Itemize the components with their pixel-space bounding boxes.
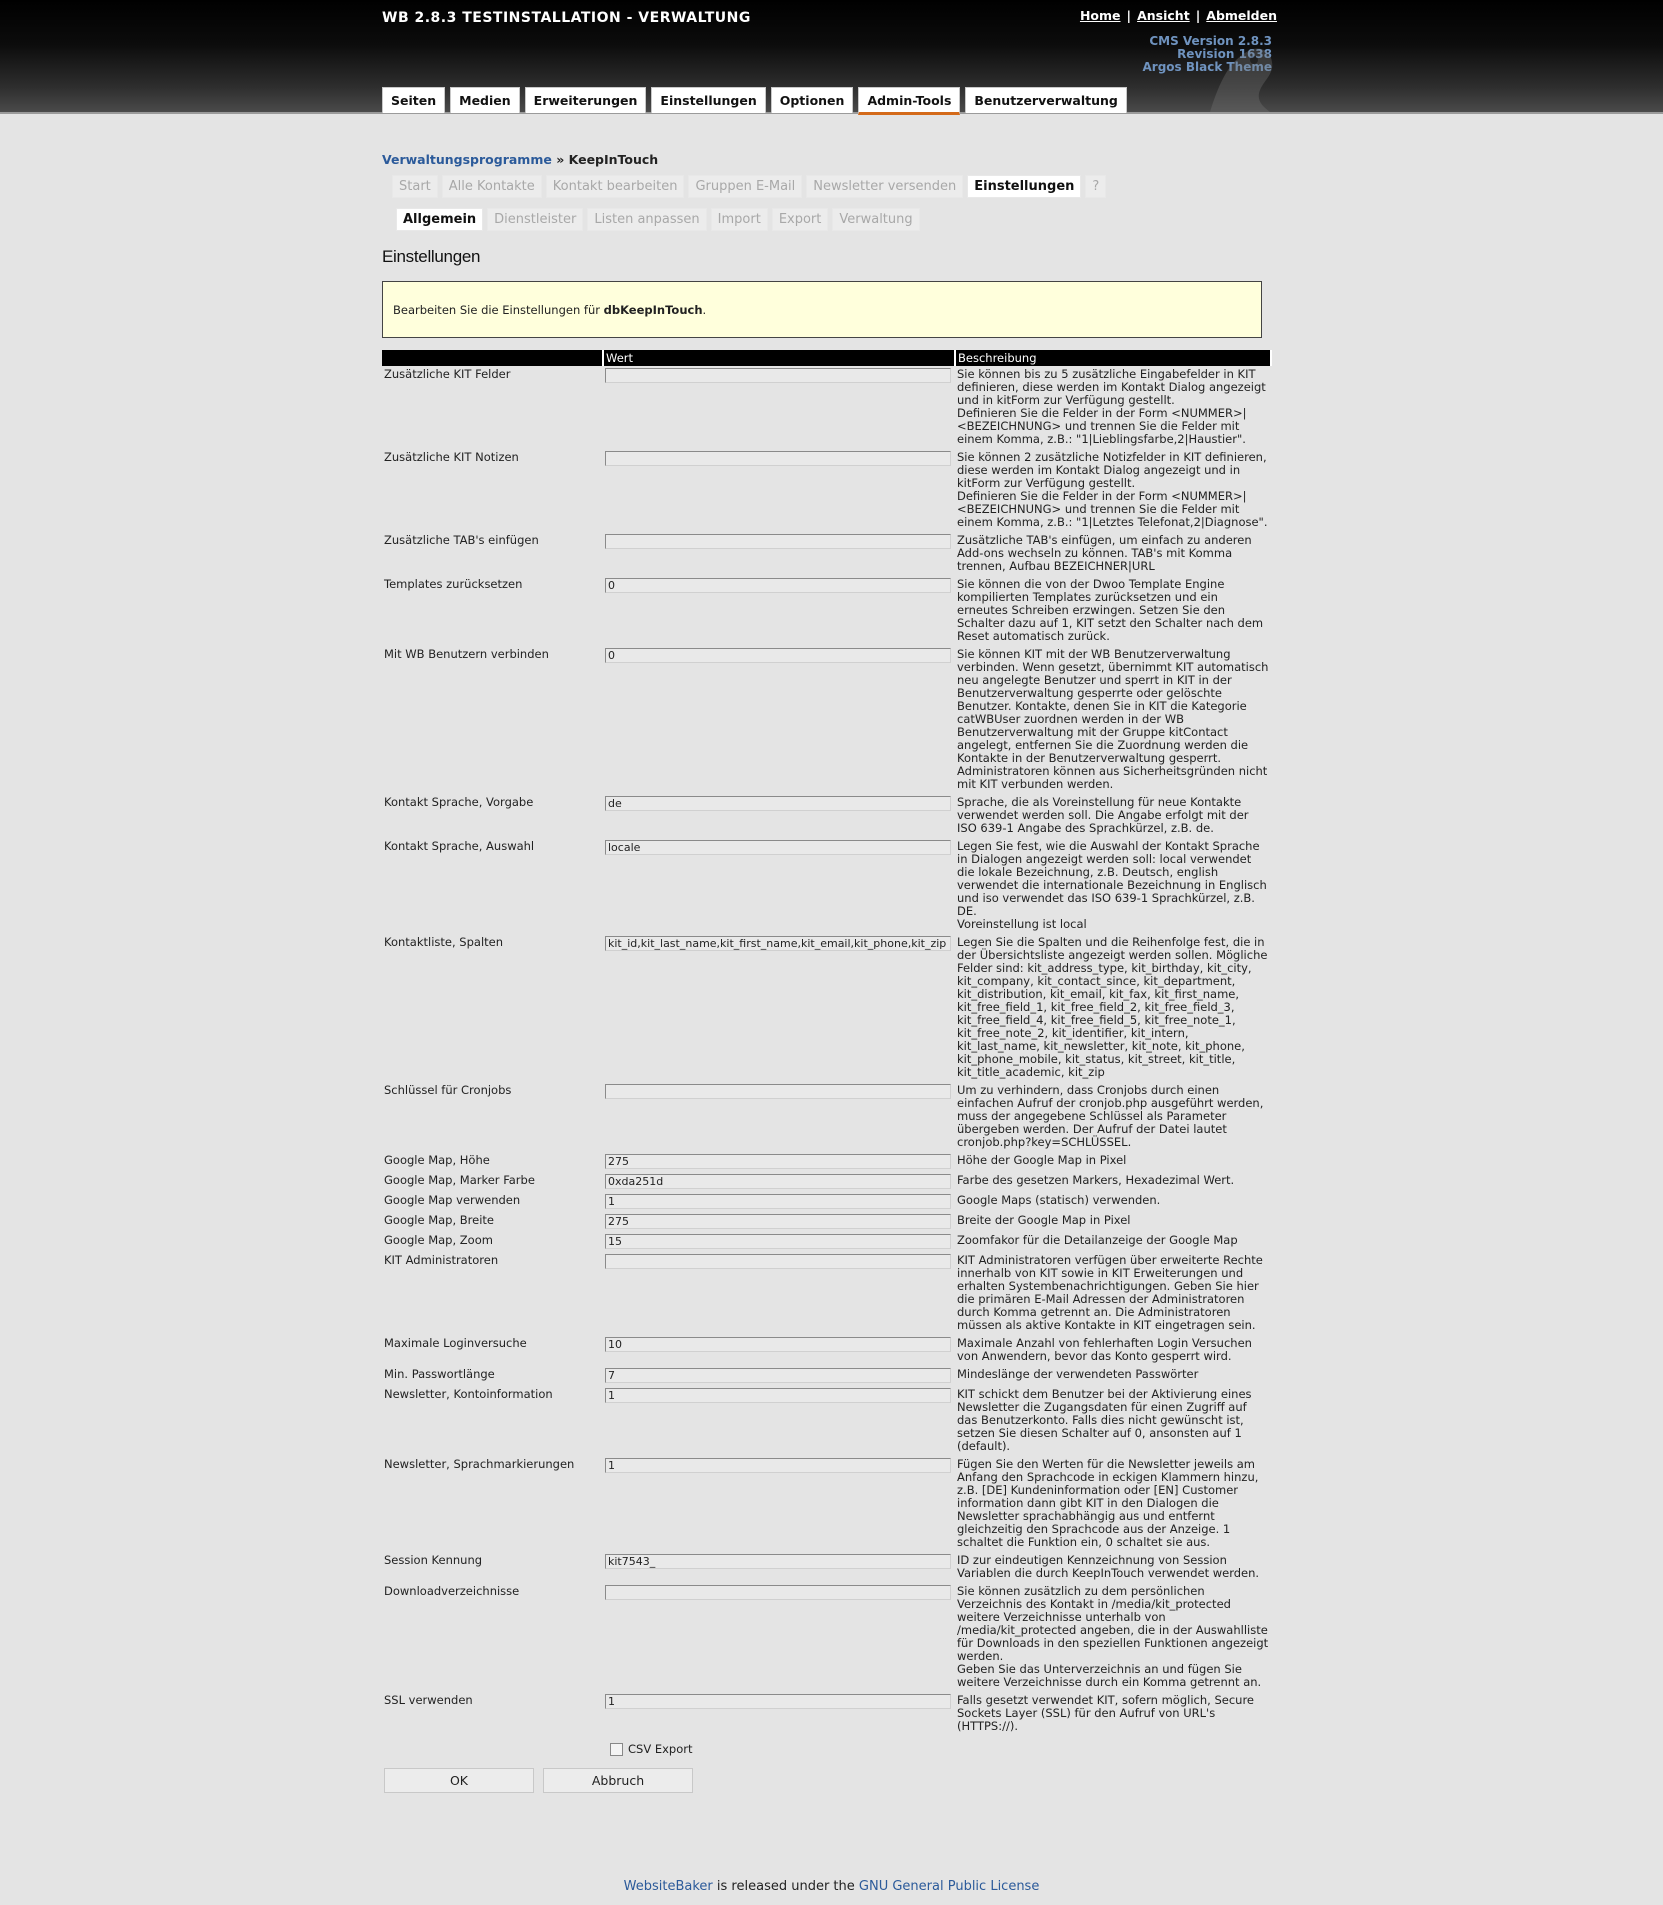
- setting-label: Schlüssel für Cronjobs: [384, 1083, 512, 1097]
- setting-label: Kontakt Sprache, Auswahl: [384, 839, 535, 853]
- settings-table: [382, 350, 1272, 1736]
- setting-value-input[interactable]: [605, 451, 951, 466]
- tab-kit-einstellungen[interactable]: Einstellungen: [967, 175, 1081, 198]
- tab-erweiterungen[interactable]: Erweiterungen: [525, 87, 647, 113]
- setting-description: Zoomfakor für die Detailanzeige der Google Map: [957, 1233, 1238, 1247]
- csv-export-option[interactable]: [610, 1742, 1272, 1756]
- app-title: WB 2.8.3 TESTINSTALLATION - VERWALTUNG: [382, 10, 751, 26]
- setting-description: Zusätzliche TAB's einfügen, um einfach zu anderen Add-ons wechseln zu können. TAB's mit Komma trennen, Aufbau BEZEICHNER|URL: [957, 533, 1252, 573]
- top-links: Home | Ansicht | Abmelden: [1079, 8, 1277, 23]
- home-link[interactable]: Home: [1079, 8, 1121, 23]
- settings-rows: [382, 366, 1271, 1736]
- breadcrumb-current: KeepInTouch: [568, 152, 659, 167]
- setting-description: ID zur eindeutigen Kennzeichnung von Session Variablen die durch KeepInTouch verwendet werden.: [957, 1553, 1260, 1580]
- setting-label: Kontakt Sprache, Vorgabe: [384, 795, 534, 809]
- setting-label: Google Map, Breite: [384, 1213, 495, 1227]
- subtab-listen-anpassen[interactable]: Listen anpassen: [587, 208, 706, 231]
- setting-value-input[interactable]: [605, 1084, 951, 1099]
- breadcrumb-parent[interactable]: Verwaltungsprogramme: [382, 152, 552, 167]
- setting-row: [382, 1192, 1271, 1212]
- setting-value-cell: [603, 794, 955, 838]
- setting-value-cell: [603, 1082, 955, 1152]
- setting-label: Downloadverzeichnisse: [384, 1584, 520, 1598]
- setting-value-cell: [603, 1172, 955, 1192]
- setting-value-cell: [603, 646, 955, 794]
- setting-value-input[interactable]: 275: [605, 1214, 951, 1229]
- tab-seiten[interactable]: Seiten: [382, 87, 445, 113]
- setting-description: Sie können bis zu 5 zusätzliche Eingabefelder in KIT definieren, diese werden im Kontakt Dialog angezeigt und in kitForm zur Verfügung gestellt. Definieren Sie die Felder in der Form <NUMMER>|<BEZEICHNUNG> und trennen Sie die Felder mit einem Komma, z.B.: "1|Lieblingsfarbe,2|Haustier".: [957, 367, 1266, 446]
- setting-description: Breite der Google Map in Pixel: [957, 1213, 1131, 1227]
- setting-value-input[interactable]: 7: [605, 1368, 951, 1383]
- tab-gruppen-email[interactable]: Gruppen E-Mail: [688, 175, 802, 198]
- setting-description: Sie können KIT mit der WB Benutzerverwaltung verbinden. Wenn gesetzt, übernimmt KIT automatisch neu angelegte Benutzer und sperrt in KIT in der Benutzerverwaltung gesperrte oder gelöschte Benutzer. Kontakte, denen Sie in KIT die Kategorie catWBUser zuordnen werden in der WB Benutzerverwaltung mit der Gruppe kitContact angelegt, entfernen Sie die Zuordnung werden die Kontakte in der Benutzerverwaltung gesperrt. Administratoren können aus Sicherheitsgründen nicht mit KIT verbunden werden.: [957, 647, 1269, 791]
- setting-row: [382, 1456, 1271, 1552]
- setting-description: Falls gesetzt verwendet KIT, sofern möglich, Secure Sockets Layer (SSL) für den Aufruf von URL's (HTTPS://).: [957, 1693, 1254, 1733]
- setting-label: Zusätzliche KIT Notizen: [384, 450, 519, 464]
- setting-value-input[interactable]: de: [605, 796, 951, 811]
- setting-value-input[interactable]: [605, 368, 951, 383]
- setting-value-input[interactable]: kit7543_: [605, 1554, 951, 1569]
- tab-einstellungen[interactable]: Einstellungen: [651, 87, 765, 113]
- setting-row: [382, 449, 1271, 532]
- setting-description: Sie können zusätzlich zu dem persönlichen Verzeichnis des Kontakt in /media/kit_protected weitere Verzeichnisse unterhalb von /media/kit_protected angeben, die in der Auswahlliste für Downloads in den speziellen Funktionen angezeigt werden. Geben Sie das Unterverzeichnis an und fügen Sie weitere Verzeichnisse durch ein Komma getrennt an.: [957, 1584, 1269, 1689]
- setting-label: Google Map verwenden: [384, 1193, 521, 1207]
- setting-value-cell: [603, 838, 955, 934]
- form-buttons: [384, 1768, 1272, 1793]
- column-header-description: Beschreibung: [955, 350, 1271, 366]
- setting-value-input[interactable]: 15: [605, 1234, 951, 1249]
- setting-value-input[interactable]: locale: [605, 840, 951, 855]
- settings-sub-tabs: [396, 208, 1272, 231]
- setting-value-cell: [603, 934, 955, 1082]
- tab-optionen[interactable]: Optionen: [771, 87, 854, 113]
- tab-newsletter-versenden[interactable]: Newsletter versenden: [806, 175, 963, 198]
- subtab-verwaltung[interactable]: Verwaltung: [832, 208, 919, 231]
- setting-row: [382, 1152, 1271, 1172]
- setting-row: [382, 646, 1271, 794]
- setting-label: SSL verwenden: [384, 1693, 473, 1707]
- tab-alle-kontakte[interactable]: Alle Kontakte: [442, 175, 542, 198]
- setting-value-cell: [603, 1252, 955, 1335]
- intro-box: [382, 281, 1262, 338]
- setting-description: Sprache, die als Voreinstellung für neue Kontakte verwendet werden soll. Die Angabe erfolgt mit der ISO 639-1 Angabe des Sprachkürzel, z.B. de.: [957, 795, 1249, 835]
- setting-row: [382, 1252, 1271, 1335]
- setting-value-cell: [603, 1583, 955, 1692]
- setting-row: [382, 1212, 1271, 1232]
- setting-label: Kontaktliste, Spalten: [384, 935, 504, 949]
- setting-value-input[interactable]: [605, 1585, 951, 1600]
- main-tabs: [382, 87, 1127, 115]
- setting-label: Maximale Loginversuche: [384, 1336, 527, 1350]
- setting-label: Templates zurücksetzen: [384, 577, 523, 591]
- setting-row: [382, 838, 1271, 934]
- setting-value-input[interactable]: [605, 1254, 951, 1269]
- tab-benutzerverwaltung[interactable]: Benutzerverwaltung: [965, 87, 1126, 113]
- cms-version: CMS Version 2.8.3: [1149, 34, 1272, 48]
- tab-help[interactable]: ?: [1085, 175, 1106, 198]
- setting-value-cell: [603, 576, 955, 646]
- setting-value-cell: [603, 449, 955, 532]
- setting-value-cell: [603, 1212, 955, 1232]
- setting-value-input[interactable]: 1: [605, 1194, 951, 1209]
- setting-value-input[interactable]: 275: [605, 1154, 951, 1169]
- setting-label: Zusätzliche TAB's einfügen: [384, 533, 539, 547]
- setting-label: Min. Passwortlänge: [384, 1367, 495, 1381]
- setting-row: [382, 1366, 1271, 1386]
- setting-description: Google Maps (statisch) verwenden.: [957, 1193, 1161, 1207]
- tab-kontakt-bearbeiten[interactable]: Kontakt bearbeiten: [546, 175, 685, 198]
- setting-description: Sie können 2 zusätzliche Notizfelder in KIT definieren, diese werden im Kontakt Dialog angezeigt und in kitForm zur Verfügung gestellt. Definieren Sie die Felder in der Form <NUMMER>|<BEZEICHNUNG> und trennen Sie die Felder mit einem Komma, z.B.: "1|Letztes Telefonat,2|Diagnose".: [957, 450, 1268, 529]
- main-content: [382, 152, 1272, 1793]
- setting-value-cell: [603, 1386, 955, 1456]
- cancel-button[interactable]: Abbruch: [543, 1768, 693, 1793]
- breadcrumb-separator: »: [551, 152, 569, 167]
- kit-nav-tabs: [392, 175, 1272, 198]
- setting-value-cell: [603, 1232, 955, 1252]
- setting-description: Legen Sie die Spalten und die Reihenfolge fest, die in der Übersichtsliste angezeigt werden sollen. Mögliche Felder sind: kit_address_type, kit_birthday, kit_city, kit_company, kit_contact_since, kit_department, kit_distribution, kit_email, kit_fax, kit_first_name, kit_free_field_1, kit_free_field_2, kit_free_field_3, kit_free_field_4, kit_free_field_5, kit_free_note_1, kit_free_note_2, kit_identifier, kit_intern, kit_last_name, kit_newsletter, kit_note, kit_phone, kit_phone_mobile, kit_status, kit_street, kit_title, kit_title_academic, kit_zip: [957, 935, 1268, 1079]
- setting-row: [382, 532, 1271, 576]
- subtab-export[interactable]: Export: [772, 208, 829, 231]
- setting-label: Google Map, Zoom: [384, 1233, 493, 1247]
- setting-row: [382, 1386, 1271, 1456]
- setting-row: [382, 1082, 1271, 1152]
- setting-row: [382, 1583, 1271, 1692]
- setting-value-input[interactable]: 1: [605, 1458, 951, 1473]
- setting-row: [382, 794, 1271, 838]
- setting-row: [382, 576, 1271, 646]
- setting-description: KIT schickt dem Benutzer bei der Aktivierung eines Newsletter die Zugangsdaten für einen Zugriff auf das Benutzerkonto. Falls dies nicht gewünscht ist, setzen Sie diesen Schalter auf 0, ansonsten auf 1 (default).: [957, 1387, 1252, 1453]
- setting-label: Google Map, Höhe: [384, 1153, 490, 1167]
- revision: Revision 1638: [1177, 47, 1272, 61]
- setting-description: Farbe des gesetzen Markers, Hexadezimal Wert.: [957, 1173, 1235, 1187]
- setting-row: [382, 1335, 1271, 1366]
- setting-description: Fügen Sie den Werten für die Newsletter jeweils am Anfang den Sprachcode in eckigen Klammern hinzu, z.B. [DE] Kundeninformation oder [EN] Customer information dann gibt KIT in den Dialogen die Newsletter sprachabhängig aus und entfernt gleichzeitig den Sprachcode aus der Anzeige. 1 schaltet die Funktion ein, 0 schaltet sie aus.: [957, 1457, 1259, 1549]
- setting-value-cell: [603, 1456, 955, 1552]
- setting-description: Um zu verhindern, dass Cronjobs durch einen einfachen Aufruf der cronjob.php ausgeführt werden, muss der angegebene Schlüssel als Parameter übergeben werden. Der Aufruf der Datei lautet cronjob.php?key=SCHLÜSSEL.: [957, 1083, 1264, 1149]
- setting-value-input[interactable]: 10: [605, 1337, 951, 1352]
- view-link[interactable]: Ansicht: [1137, 8, 1190, 23]
- setting-label: Newsletter, Sprachmarkierungen: [384, 1457, 575, 1471]
- setting-value-input[interactable]: 0: [605, 578, 951, 593]
- setting-value-cell: [603, 1366, 955, 1386]
- setting-row: [382, 1552, 1271, 1583]
- setting-value-input[interactable]: [605, 534, 951, 549]
- setting-value-cell: [603, 1192, 955, 1212]
- subtab-dienstleister[interactable]: Dienstleister: [487, 208, 583, 231]
- setting-label: KIT Administratoren: [384, 1253, 499, 1267]
- setting-label: Zusätzliche KIT Felder: [384, 367, 511, 381]
- subtab-allgemein[interactable]: Allgemein: [396, 208, 483, 231]
- setting-row: [382, 1692, 1271, 1736]
- setting-description: KIT Administratoren verfügen über erweiterte Rechte innerhalb von KIT sowie in KIT Erweiterungen und erhalten Systembenachrichtigungen. Geben Sie hier die primären E-Mail Adressen der Administratoren durch Komma getrennt an. Die Administratoren müssen als aktive Kontakte in KIT eingetragen sein.: [957, 1253, 1263, 1332]
- setting-row: [382, 1172, 1271, 1192]
- setting-value-cell: [603, 1552, 955, 1583]
- csv-export-checkbox[interactable]: [610, 1743, 623, 1756]
- tab-admin-tools[interactable]: Admin-Tools: [858, 87, 960, 115]
- intro-text: Bearbeiten Sie die Einstellungen für dbKeepInTouch.: [393, 302, 707, 317]
- setting-value-input[interactable]: 0xda251d: [605, 1174, 951, 1189]
- setting-value-input[interactable]: kit_id,kit_last_name,kit_first_name,kit_email,kit_phone,kit_zip: [605, 936, 951, 951]
- setting-row: [382, 934, 1271, 1082]
- setting-description: Legen Sie fest, wie die Auswahl der Kontakt Sprache in Dialogen angezeigt werden soll: local verwendet die lokale Bezeichnung, z.B. Deutsch, english verwendet die internationale Bezeichnung in Englisch und iso verwendet das ISO 639-1 Sprachkürzel, z.B. DE. Voreinstellung ist local: [957, 839, 1267, 931]
- theme-logo-icon: [1200, 40, 1280, 112]
- column-header-name: [382, 350, 603, 366]
- setting-label: Google Map, Marker Farbe: [384, 1173, 535, 1187]
- column-header-value: Wert: [603, 350, 955, 366]
- tab-medien[interactable]: Medien: [450, 87, 520, 113]
- setting-value-cell: [603, 1152, 955, 1172]
- logout-link[interactable]: Abmelden: [1206, 8, 1277, 23]
- setting-row: [382, 366, 1271, 449]
- page-title: Einstellungen: [382, 247, 481, 266]
- footer: [0, 1879, 1663, 1894]
- setting-value-input[interactable]: 1: [605, 1388, 951, 1403]
- header: [0, 0, 1663, 114]
- setting-value-cell: [603, 1692, 955, 1736]
- tab-start[interactable]: Start: [392, 175, 438, 198]
- setting-value-input[interactable]: 0: [605, 648, 951, 663]
- setting-description: Mindeslänge der verwendeten Passwörter: [957, 1367, 1199, 1381]
- gpl-link[interactable]: GNU General Public License: [858, 1879, 1040, 1894]
- setting-label: Mit WB Benutzern verbinden: [384, 647, 549, 661]
- websitebaker-link[interactable]: WebsiteBaker: [623, 1879, 713, 1894]
- setting-description: Maximale Anzahl von fehlerhaften Login Versuchen von Anwendern, bevor das Konto gesperrt wird.: [957, 1336, 1252, 1363]
- subtab-import[interactable]: Import: [711, 208, 768, 231]
- setting-value-cell: [603, 1335, 955, 1366]
- setting-description: Sie können die von der Dwoo Template Engine kompilierten Templates zurücksetzen und ein erneutes Schreiben erzwingen. Setzen Sie den Schalter dazu auf 1, KIT setzt den Schalter nach dem Reset automatisch zurück.: [957, 577, 1264, 643]
- setting-label: Newsletter, Kontoinformation: [384, 1387, 553, 1401]
- theme-name: Argos Black Theme: [1142, 60, 1272, 74]
- footer-text: is released under the: [712, 1879, 859, 1894]
- setting-value-cell: [603, 532, 955, 576]
- ok-button[interactable]: OK: [384, 1768, 534, 1793]
- breadcrumb: [382, 152, 1272, 167]
- setting-value-cell: [603, 366, 955, 449]
- setting-row: [382, 1232, 1271, 1252]
- setting-value-input[interactable]: 1: [605, 1694, 951, 1709]
- csv-export-label: CSV Export: [628, 1742, 693, 1756]
- setting-label: Session Kennung: [384, 1553, 483, 1567]
- setting-description: Höhe der Google Map in Pixel: [957, 1153, 1127, 1167]
